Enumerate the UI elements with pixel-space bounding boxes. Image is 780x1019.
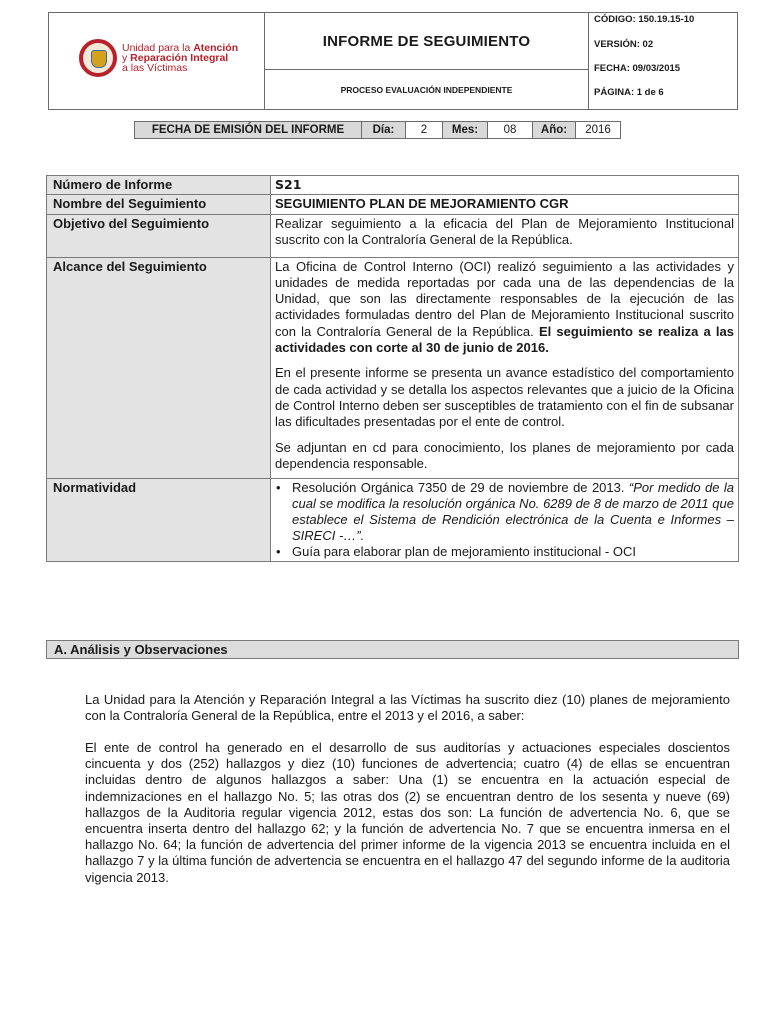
table-row — [47, 214, 739, 257]
section-a-title: A. Análisis y Observaciones — [46, 640, 739, 659]
numero-value: S21 — [271, 176, 739, 195]
logo-cell — [49, 13, 265, 109]
normatividad-label: Normatividad — [47, 479, 271, 562]
day-value: 2 — [406, 122, 443, 138]
alcance-value — [271, 257, 739, 479]
coat-of-arms-icon — [79, 39, 117, 77]
alcance-label: Alcance del Seguimiento — [47, 257, 271, 479]
logo-line-2-bold: Reparación Integral — [130, 52, 229, 64]
alcance-paragraph-2: En el presente informe se presenta un avance estadístico del comportamiento de cada actividad y se detalla los aspectos relevantes que a juicio de la Oficina de Control Interno deben ser susceptibles de tratamiento con el fin de subsanar las dificultades presentadas por el ente de control. — [275, 365, 734, 430]
normatividad-item-text: Resolución Orgánica 7350 de 29 de noviembre de 2013. — [292, 480, 629, 496]
emission-date-label: FECHA DE EMISIÓN DEL INFORME — [135, 122, 362, 138]
process-name: PROCESO EVALUACIÓN INDEPENDIENTE — [265, 70, 589, 109]
emission-date-bar — [134, 121, 621, 139]
section-a-paragraph-1: La Unidad para la Atención y Reparación Integral a las Víctimas ha suscrito diez (10) planes de mejoramiento con la Contraloría General de la República, entre el 2013 y el 2016, a saber: — [85, 692, 730, 724]
logo-text — [122, 43, 238, 73]
alcance-text: La Oficina de Control Interno (OCI) realizó seguimiento a las actividades y unidades de medida reportadas por cada una de las dependencias de la Unidad, que son las directamente responsables de la ejecución de las actividades formuladas dentro del Plan de Mejoramiento Institucional suscrito con la Contraloría General de la República. — [275, 258, 734, 339]
table-row — [47, 257, 739, 479]
year-label: Año: — [533, 122, 576, 138]
normatividad-list — [273, 480, 734, 560]
year-value: 2016 — [576, 122, 620, 138]
document-header — [48, 12, 738, 110]
numero-label: Número de Informe — [47, 176, 271, 195]
pagina: PÁGINA: 1 de 6 — [594, 87, 664, 98]
normatividad-item-text: Guía para elaborar plan de mejoramiento institucional - OCI — [292, 544, 636, 560]
logo-line-3: a las Víctimas — [122, 62, 188, 74]
objetivo-label: Objetivo del Seguimiento — [47, 214, 271, 257]
table-row — [47, 195, 739, 214]
day-label: Día: — [362, 122, 406, 138]
normatividad-value — [271, 479, 739, 562]
objetivo-value: Realizar seguimiento a la eficacia del Plan de Mejoramiento Institucional suscrito con la Contraloría General de la República. — [271, 214, 739, 257]
month-value: 08 — [488, 122, 533, 138]
normatividad-item-quote: “Por medido de la cual se modifica la resolución orgánica No. 6289 de 8 de marzo de 2011 que establece el Sistema de Rendición electrónica de la Cuenta e Informes – SIRECI -…”. — [292, 480, 734, 544]
institution-logo — [79, 39, 238, 77]
version: VERSIÓN: 02 — [594, 39, 654, 50]
logo-line-1-bold: Atención — [193, 42, 239, 54]
alcance-paragraph-3: Se adjuntan en cd para conocimiento, los planes de mejoramiento por cada dependencia responsable. — [275, 439, 734, 471]
codigo: CÓDIGO: 150.19.15-10 — [594, 14, 695, 25]
logo-line-2: y — [122, 52, 131, 64]
report-info-table — [46, 175, 739, 562]
nombre-value: SEGUIMIENTO PLAN DE MEJORAMIENTO CGR — [271, 195, 739, 214]
nombre-label: Nombre del Seguimiento — [47, 195, 271, 214]
list-item — [273, 480, 734, 544]
alcance-paragraph-1 — [275, 259, 734, 357]
document-title: INFORME DE SEGUIMIENTO — [265, 13, 589, 70]
table-row — [47, 176, 739, 195]
list-item — [273, 544, 734, 560]
fecha: FECHA: 09/03/2015 — [594, 63, 681, 74]
section-a-paragraph-2: El ente de control ha generado en el desarrollo de sus auditorías y actuaciones especiales doscientos cincuenta y dos (252) hallazgos y diez (10) funciones de advertencia; cuatro (4) de ellas se encuentran incluidas dentro de algunos hallazgos a saber: Una (1) se encuentra en la actuación especial de indemnizaciones en el hallazgo No. 5; las otras dos (2) se encuentran dentro de los sesenta y nueve (69) hallazgos de la Auditoria regular vigencia 2012, estas dos son: La función de advertencia No. 6, que se encuentra inserta dentro del hallazgo 62; y la función de advertencia No. 7 que se encuentra inmersa en el hallazgo No. 64; la función de advertencia del primer informe de la vigencia 2013 se encuentra incluida en el hallazgo 7 y la última función de advertencia se encuentra en el hallazgo 47 del segundo informe de la auditoria vigencia 2013. — [85, 740, 730, 885]
logo-line-1: Unidad para la — [122, 42, 194, 54]
table-row — [47, 479, 739, 562]
month-label: Mes: — [443, 122, 488, 138]
alcance-bold-text: El seguimiento se realiza a las actividades con corte al 30 de junio de 2016. — [275, 323, 734, 356]
document-metadata — [589, 13, 737, 109]
